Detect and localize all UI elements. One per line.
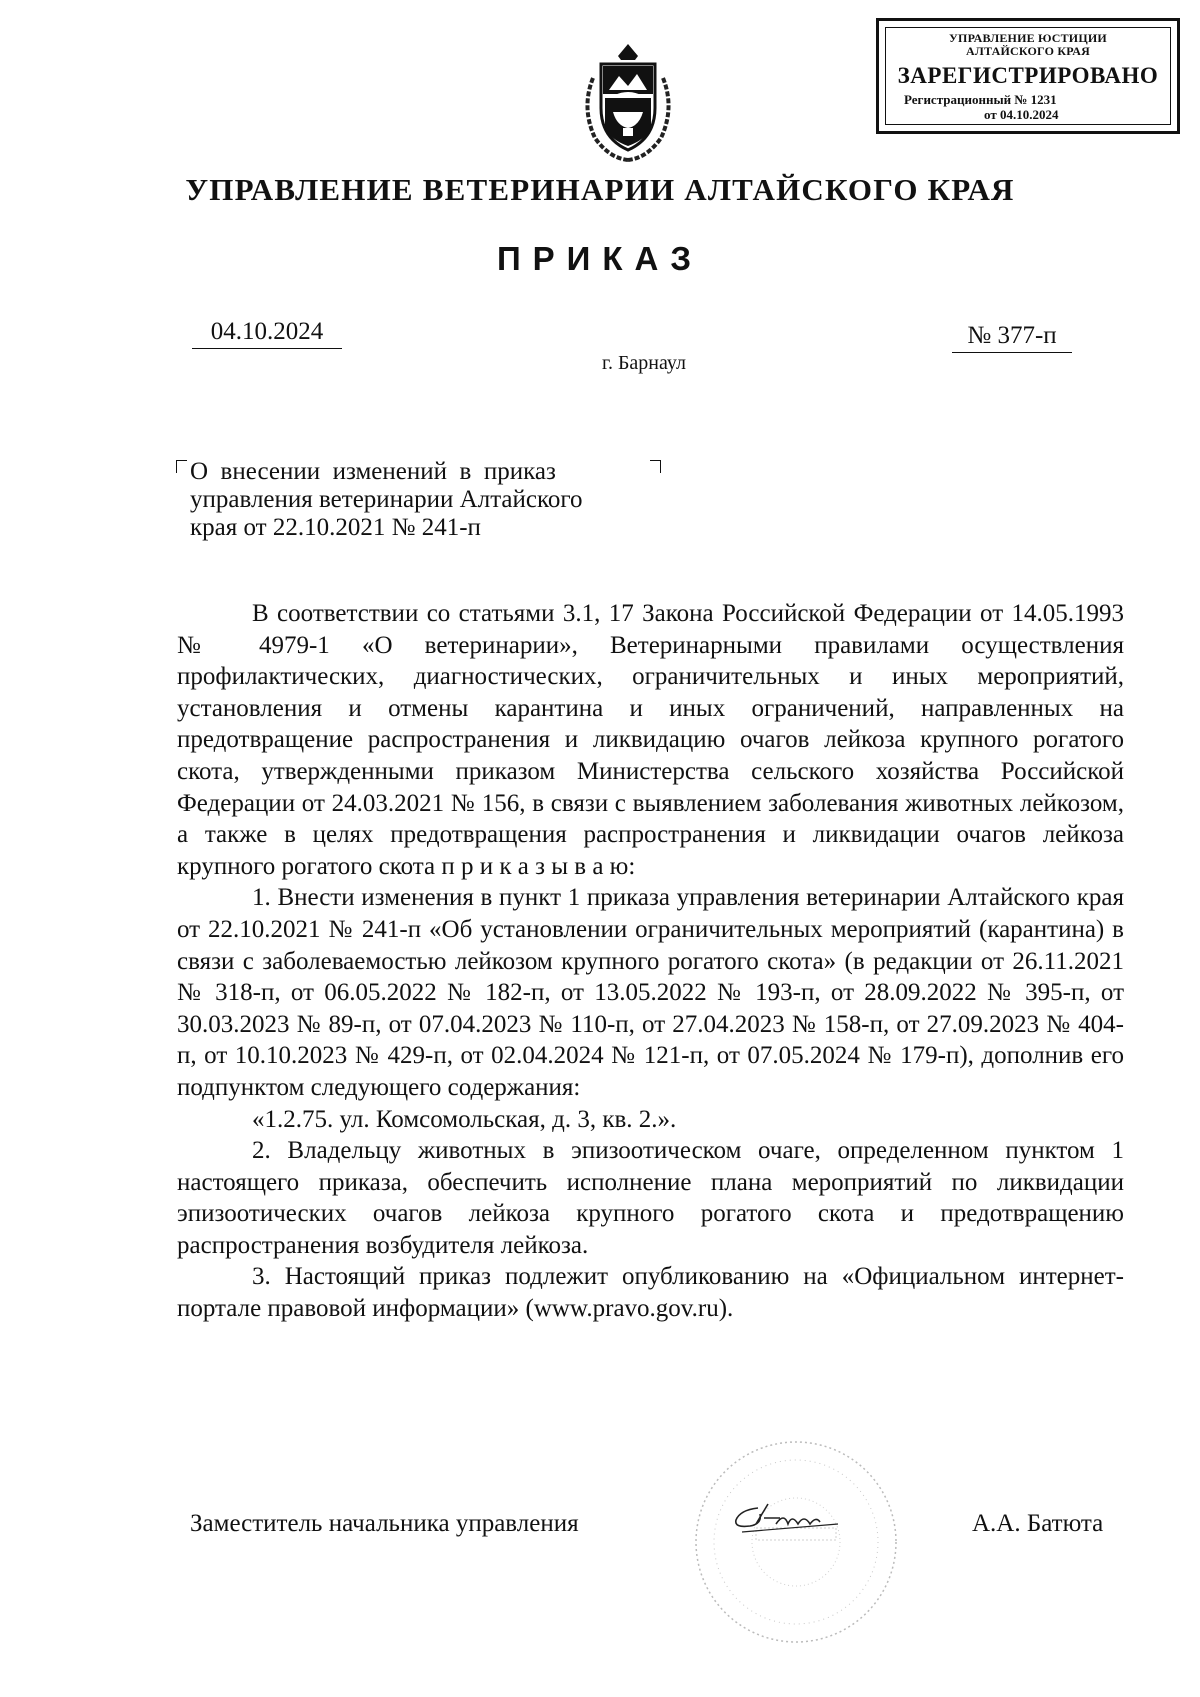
- stamp-reg-number: Регистрационный № 1231: [904, 92, 1057, 107]
- subject-bracket-left: [176, 460, 187, 473]
- subject-line-2: управления ветеринарии Алтайского: [190, 486, 583, 513]
- stamp-org: [886, 32, 1170, 58]
- agency-name: УПРАВЛЕНИЕ ВЕТЕРИНАРИИ АЛТАЙСКОГО КРАЯ: [185, 172, 1015, 207]
- signer-role: Заместитель начальника управления: [190, 1510, 579, 1537]
- stamp-reg-info: [886, 92, 1170, 122]
- issue-city: г. Барнаул: [602, 352, 686, 374]
- coat-of-arms-emblem: [573, 38, 683, 164]
- stamp-org-line2: АЛТАЙСКОГО КРАЯ: [966, 44, 1090, 58]
- stamp-inner-frame: [885, 27, 1171, 125]
- preamble-paragraph: В соответствии со статьями 3.1, 17 Закона Российской Федерации от 14.05.1993 № 4979-1 «О ветеринарии», Ветеринарными правилами осуществления профилактических, диагностических, ограничительных и иных мероприятий, установления и отмены карантина и иных ограничений, направленных на предотвращение распространения и ликвидацию очагов лейкоза крупного рогатого скота, утвержденными приказом Министерства сельского хозяйства Российской Федерации от 24.03.2021 № 156, в связи с выявлением заболевания животных лейкозом, а также в целях предотвращения распространения и ликвидации очагов лейкоза крупного рогатого скота п р и к а з ы в а ю:: [177, 600, 1124, 880]
- order-subject: [190, 458, 660, 542]
- stamp-reg-date: от 04.10.2024: [984, 107, 1059, 122]
- order-date: 04.10.2024: [192, 318, 342, 349]
- handwritten-signature: [728, 1494, 846, 1542]
- document-type-title: ПРИКАЗ: [496, 240, 704, 277]
- order-body: [177, 598, 1124, 1325]
- subject-line-1: О внесении изменений в приказ: [190, 458, 556, 485]
- item-1-paragraph: 1. Внести изменения в пункт 1 приказа управления ветеринарии Алтайского края от 22.10.2021 № 241-п «Об установлении ограничительных мероприятий (карантина) в связи с заболеваемостью лейкозом крупного рогатого скота» (в редакции от 26.11.2021 № 318-п, от 06.05.2022 № 182-п, от 13.05.2022 № 193-п, от 28.09.2022 № 395-п, от 30.03.2023 № 89-п, от 07.04.2023 № 110-п, от 27.04.2023 № 158-п, от 27.09.2023 № 404-п, от 10.10.2023 № 429-п, от 02.04.2024 № 121-п, от 07.05.2024 № 179-п), дополнив его подпунктом следующего содержания:: [177, 884, 1124, 1101]
- signer-name: А.А. Батюта: [972, 1510, 1104, 1537]
- subject-line-3: края от 22.10.2021 № 241-п: [190, 514, 481, 541]
- item-1-quote: «1.2.75. ул. Комсомольская, д. 3, кв. 2.».: [252, 1105, 677, 1133]
- stamp-org-line1: УПРАВЛЕНИЕ ЮСТИЦИИ: [949, 31, 1107, 45]
- order-number: № 377-п: [952, 322, 1072, 353]
- item-3-paragraph: 3. Настоящий приказ подлежит опубликованию на «Официальном интернет-портале правовой информации» (www.pravo.gov.ru).: [177, 1263, 1124, 1323]
- item-2-paragraph: 2. Владельцу животных в эпизоотическом очаге, определенном пунктом 1 настоящего приказа, обеспечить исполнение плана мероприятий по ликвидации эпизоотических очагов лейкоза крупного рогатого скота и предотвращению распространения возбудителя лейкоза.: [177, 1137, 1124, 1259]
- stamp-status: ЗАРЕГИСТРИРОВАНО: [897, 63, 1159, 88]
- registration-stamp: [876, 18, 1180, 134]
- official-seal: [686, 1432, 906, 1652]
